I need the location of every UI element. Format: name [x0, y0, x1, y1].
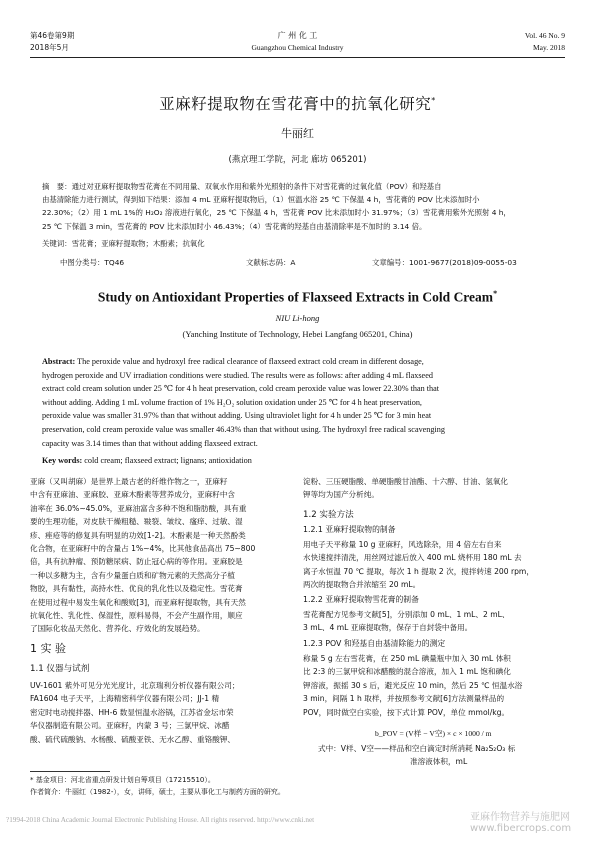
subsubsection-pov-measure: 1.2.3 POV 和羟基自由基清除能力的测定	[303, 639, 446, 648]
date-en: May. 2018	[532, 43, 565, 52]
cream-prep-paragraph	[303, 608, 565, 635]
site-watermark: 亚麻作物营养与施肥网 www.fibercrops.com	[470, 812, 572, 834]
body-line: 雪花膏配方见参考文献[5]，分别添加 0 mL、1 mL、2 mL、	[303, 610, 510, 619]
author-footnote: 作者简介：牛丽红（1982-），女，讲师，硕士，主要从事化工与制药方面的研究。	[30, 788, 285, 796]
keywords-cn	[42, 238, 562, 249]
keywords-en-text: cold cream; flaxseed extract; lignans; antioxidation	[84, 456, 252, 465]
body-line: 水快速搅拌清洗，用丝网过滤后放入 400 mL 烧杯用 180 mL 去	[303, 553, 522, 563]
body-line: 疹、痤疮等的修复具有明显的功效[1-2]。木酚素是一种天然酚类	[30, 530, 246, 540]
intro-paragraph	[30, 475, 290, 636]
body-line: 华仪器制造有限公司。亚麻籽，内蒙 3 号；三氯甲烷、冰醋	[30, 721, 230, 731]
body-line: 淀粉、三压硬脂酸、单硬脂酸甘油酯、十六醇、甘油、氢氧化	[303, 477, 509, 486]
footnote-rule	[30, 771, 110, 772]
abstract-cn-label: 摘 要：	[42, 182, 72, 191]
funding-footnote: * 基金项目：河北省重点研发计划自筹项目（17215510）。	[30, 776, 215, 784]
subsubsection-cream-prep: 1.2.2 亚麻籽提取物雪花膏的制备	[303, 595, 419, 604]
keywords-en	[42, 454, 562, 468]
abstract-cn-line: 25 ℃ 下保温 3 min，雪花膏的 POV 比未添加时小 46.43%；（4）雪花膏的羟基自由基清除率是不加时的 3.14 倍。	[42, 221, 427, 231]
abstract-cn-line: 摘 要：通过对亚麻籽提取物雪花膏在不同用量、双氧水作用和紫外光照射的条件下对雪花膏的过氧化值（POV）和羟基自	[42, 182, 442, 191]
body-line: 要的生理功能，对皮肤干燥粗糙、皲裂、皱纹、瘙痒、过敏、湿	[30, 517, 243, 527]
body-line: 钾溶液，振摇 30 s 后，避光反应 10 min，然后 25 ℃ 恒温水浴	[303, 680, 523, 690]
abstract-en-line: capacity was 3.14 times than that without adding flaxseed extract.	[42, 438, 258, 448]
body-line: 称量 5 g 左右雪花膏，在 250 mL 碘量瓶中加入 30 mL 体积	[303, 654, 511, 663]
keywords-en-label: Key words:	[42, 456, 83, 465]
abstract-en-label: Abstract:	[42, 357, 76, 366]
date-cn: 2018年5月	[30, 43, 69, 52]
body-line: 化合物，在亚麻籽中的含量占 1%~4%，比其他食品高出 75~800	[30, 544, 256, 554]
body-line: 酸、硫代硫酸钠、水杨酸、硫酸亚铁、无水乙醇、重铬酸钾、	[30, 734, 236, 744]
body-line: 钾等均为国产分析纯。	[303, 490, 379, 500]
body-line: POV，同时做空白实验，按下式计算 POV，单位 mmol/kg。	[303, 707, 510, 717]
body-line: 油率在 36.0%~45.0%，亚麻油富含多种不饱和脂肪酸，具有重	[30, 503, 247, 513]
abstract-cn-line: 22.30%；（2）用 1 mL 1%的 H₂O₂ 溶液进行氧化，25 ℃ 下保温 4 h，雪花膏 POV 比未添加时小 31.97%；（3）雪花膏用紫外光照射 4 h，	[42, 208, 511, 218]
abstract-en-line: peroxide value was smaller 31.97% than that without adding. Using ultraviolet light for 4 h under 25 ℃ for 3 min heat	[42, 411, 432, 421]
abstract-cn	[42, 180, 562, 233]
abstract-en	[42, 355, 562, 450]
subsubsection-extract-prep: 1.2.1 亚麻籽提取物的制备	[303, 525, 396, 534]
keywords-cn-text: 雪花膏；亚麻籽提取物；木酚素；抗氧化	[71, 239, 205, 248]
body-line: 两次的提取物合并浓缩至 20 mL。	[303, 580, 421, 590]
reagents-continued	[303, 475, 565, 502]
subsection-heading-instruments: 1.1 仪器与试剂	[30, 664, 90, 674]
body-line: UV-1601 紫外可见分光光度计，北京瑞利分析仪器有限公司；	[30, 681, 240, 690]
affiliation-en: (Yanching Institute of Technology, Hebei Langfang 065201, China)	[182, 329, 413, 339]
body-line: 了国际化妆品天然化、营养化、疗效化的发展趋势。	[30, 624, 205, 634]
section-heading-experiment: 1 实 验	[30, 642, 66, 655]
author-en: NIU Li-hong	[275, 313, 320, 323]
body-line: 倍，具有抗肿瘤、预防糖尿病、防止冠心病的等作用。亚麻胶是	[30, 557, 243, 567]
body-line: 用电子天平称量 10 g 亚麻籽，风选除杂，用 4 倍左右自来	[303, 540, 502, 549]
author-cn: 牛丽红	[281, 127, 314, 140]
body-line: 抗氧化性、乳化性、保湿性，原料易得，不会产生副作用，顺应	[30, 611, 243, 621]
subsection-heading-methods: 1.2 实验方法	[303, 510, 354, 520]
volume-issue-cn: 第46卷第9期	[30, 31, 75, 40]
document-code: 文献标志码：A	[246, 258, 296, 267]
copyright-watermark: ?1994-2018 China Academic Journal Electronic Publishing House. All rights reserved. http://www.cnki.net	[6, 816, 315, 824]
paper-title-cn-text: 亚麻籽提取物在雪花膏中的抗氧化研究	[159, 95, 432, 113]
pov-measure-paragraph	[303, 652, 565, 719]
header-rule	[30, 57, 565, 58]
pov-formula: b_POV = (V样 − V空) × c × 1000 / m	[375, 729, 492, 738]
body-line: 离子水恒温 70 ℃ 提取，每次 1 h 提取 2 次，搅拌转速 200 rpm，	[303, 566, 534, 576]
extract-prep-paragraph	[303, 538, 565, 592]
body-line: 一种以多糖为主，含有少量蛋白质和矿物元素的天然高分子植	[30, 570, 236, 580]
paper-title-en: Study on Antioxidant Properties of Flaxseed Extracts in Cold Cream*	[97, 289, 498, 305]
abstract-cn-line: 由基清除能力进行测试，得到如下结果：添加 4 mL 亚麻籽提取物后，（1）恒温水浴 25 ℃ 下保温 4 h，雪花膏的 POV 比未添加时小	[42, 195, 480, 205]
body-line: 密定时电动搅拌器、HH-6 数显恒温水浴锅，江苏省金坛市荣	[30, 707, 234, 717]
body-line: 比 2:3 的三氯甲烷和冰醋酸的混合溶液，加入 1 mL 饱和碘化	[303, 667, 511, 677]
body-line: 亚麻（又叫胡麻）是世界上最古老的纤维作物之一，亚麻籽	[30, 477, 228, 486]
body-line: 中含有亚麻油、亚麻胶、亚麻木酚素等营养成分，亚麻籽中含	[30, 490, 236, 500]
abstract-en-line: Abstract: The peroxide value and hydroxyl free radical clearance of flaxseed extract cold cream in different dosage,	[42, 357, 424, 366]
keywords-cn-label: 关键词：	[42, 239, 72, 248]
body-line: 物胶，具有黏性，高持水性、优良的乳化性以及稳定性。雪花膏	[30, 584, 243, 594]
paper-title-cn	[0, 92, 595, 114]
volume-issue-en: Vol. 46 No. 9	[524, 31, 565, 40]
abstract-en-line: preservation, cold cream peroxide value was smaller 46.43% than that without using. The hydroxyl free radical scavenging	[42, 424, 445, 434]
article-number: 文章编号：1001-9677(2018)09-0055-03	[372, 258, 517, 267]
body-line: FA1604 电子天平，上海精密科学仪器有限公司；JJ-1 精	[30, 694, 220, 704]
body-line: 准溶液体积，mL	[410, 757, 468, 767]
abstract-en-line: extract cold cream solution under 25 ℃ for 4 h heat preservation, cold cream peroxide value was lower 22.30% than that	[42, 384, 440, 394]
body-line: 式中：V样、V空——样品和空白滴定时所消耗 Na₂S₂O₃ 标	[318, 744, 516, 753]
abstract-en-line: hydrogen peroxide and UV irradiation conditions were studied. The results were as follows: after adding 4 mL flaxseed	[42, 370, 433, 380]
clc-number: 中图分类号：TQ46	[60, 258, 125, 267]
body-line: 在使用过程中易发生氧化和酸败[3]，而亚麻籽提取物，具有天然	[30, 597, 246, 607]
instruments-paragraph	[30, 679, 290, 746]
journal-name-en: Guangzhou Chemical Industry	[251, 43, 344, 52]
paper-title-en-text: Study on Antioxidant Properties of Flaxseed Extracts in Cold Cream	[97, 289, 494, 305]
body-line: 3 mL、4 mL 亚麻提取物，保存于自封袋中备用。	[303, 623, 473, 633]
title-footnote-mark: *	[431, 95, 436, 105]
formula-description	[318, 742, 568, 769]
abstract-en-line: without adding. Adding 1 mL volume fraction of 1% H₂O₂ solution oxidation under 25 ℃ for 4 h heat preservation,	[42, 397, 422, 407]
affiliation-cn: (燕京理工学院，河北 廊坊 065201)	[228, 155, 367, 165]
journal-name-cn: 广 州 化 工	[277, 31, 318, 40]
body-line: 3 min，间隔 1 h 取样，并按照参考文献[6]方法测量样品的	[303, 694, 505, 704]
